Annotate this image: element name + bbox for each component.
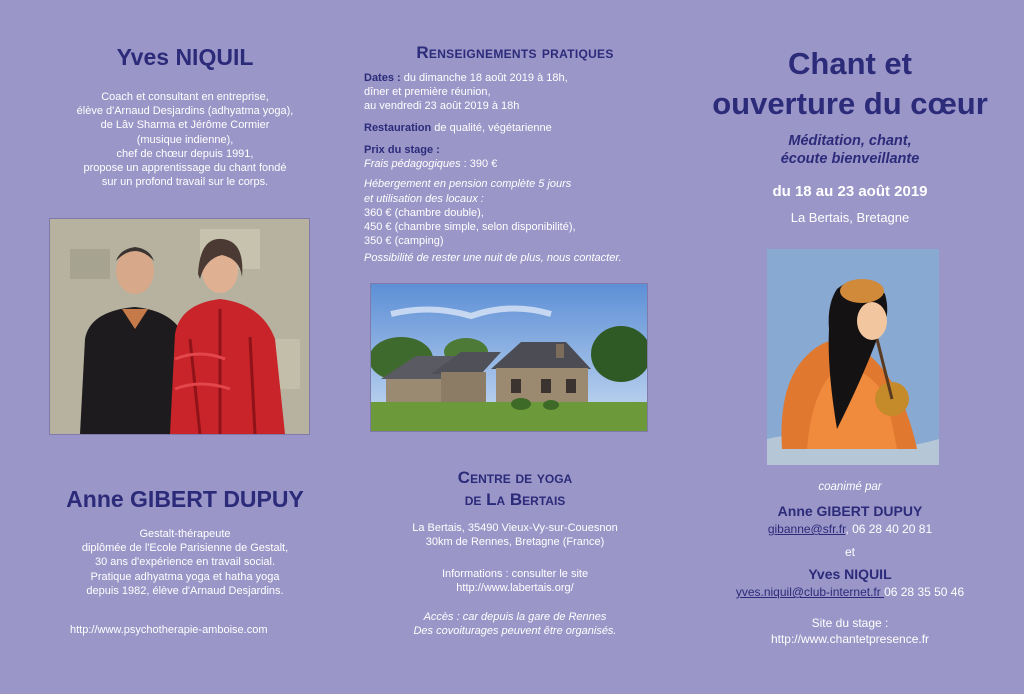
yves-name-heading: Yves NIQUIL <box>116 44 254 70</box>
middle-panel <box>360 0 670 694</box>
stage-title <box>700 44 1000 124</box>
price-label: Prix du stage : <box>364 144 440 156</box>
right-panel <box>700 0 1000 694</box>
anne-contact <box>700 522 1000 536</box>
chantetpresence-website-link[interactable]: http://www.chantetpresence.fr <box>770 632 930 646</box>
anne-phone: , 06 28 40 20 81 <box>845 522 933 536</box>
stage-dates: du 18 au 23 août 2019 <box>772 183 928 200</box>
hebergement-line: et utilisation des locaux : <box>364 192 484 205</box>
yves-phone: 06 28 35 50 46 <box>884 585 965 599</box>
centre-address <box>360 521 670 549</box>
anne-bio-line: 30 ans d'expérience en travail social. <box>94 556 276 569</box>
yves-bio-line: Coach et consultant en entreprise, <box>101 91 269 103</box>
labertais-website-link[interactable]: http://www.labertais.org/ <box>456 582 574 595</box>
anne-name-heading: Anne GIBERT DUPUY <box>66 486 304 512</box>
anne-email-link[interactable]: gibanne@sfr.fr <box>767 522 846 536</box>
tarif-line: 450 € (chambre simple, selon disponibilité), <box>364 221 576 234</box>
subtitle-line: écoute bienveillante <box>780 151 920 167</box>
access-line: Accès : car depuis la gare de Rennes <box>423 611 607 623</box>
yves-bio <box>30 90 340 189</box>
info-text: Informations : consulter le site <box>441 568 589 580</box>
dates-line1: du dimanche 18 août 2019 à 18h, <box>400 72 568 84</box>
yves-contact-name: Yves NIQUIL <box>808 566 892 582</box>
centre-info <box>360 567 670 595</box>
anne-contact-name: Anne GIBERT DUPUY <box>777 503 923 519</box>
anne-bio <box>30 527 340 598</box>
stage-location: La Bertais, Bretagne <box>790 210 910 225</box>
left-panel <box>30 0 340 694</box>
frais-label: Frais pédagogiques <box>364 158 461 171</box>
and-label: et <box>844 545 855 559</box>
hebergement-line: Hébergement en pension complète 5 jours <box>364 178 572 191</box>
site-label: Site du stage : <box>811 616 889 630</box>
anne-bio-line: depuis 1982, élève d'Arnaud Desjardins. <box>86 584 284 597</box>
dates-line2: dîner et première réunion, <box>364 86 491 99</box>
price-info <box>364 143 664 266</box>
stage-site <box>700 615 1000 647</box>
yves-bio-line: chef de chœur depuis 1991, <box>116 147 254 160</box>
dates-info <box>364 71 664 114</box>
address-line: La Bertais, 35490 Vieux-Vy-sur-Couesnon <box>412 522 618 534</box>
centre-title-line: de La Bertais <box>464 490 566 509</box>
anne-bio-line: Gestalt-thérapeute <box>139 528 231 540</box>
stage-title-line: Chant et <box>788 46 912 81</box>
centre-yoga-heading <box>360 467 670 511</box>
tarif-line: 350 € (camping) <box>364 235 444 248</box>
extra-night-note: Possibilité de rester une nuit de plus, nous contacter. <box>364 252 622 265</box>
anne-bio-line: Pratique adhyatma yoga et hatha yoga <box>90 570 280 583</box>
frais-value: : 390 € <box>460 158 498 171</box>
anne-bio-line: diplômée de l'Ecole Parisienne de Gestalt, <box>81 542 289 555</box>
yves-contact <box>700 585 1000 599</box>
stage-subtitle <box>700 132 1000 168</box>
yves-bio-line: de Lâv Sharma et Jérôme Cormier <box>100 119 270 132</box>
address-line: 30km de Rennes, Bretagne (France) <box>425 536 605 549</box>
restauration-text: de qualité, végétarienne <box>431 122 552 134</box>
stage-title-line: ouverture du cœur <box>712 86 988 121</box>
tarif-line: 360 € (chambre double), <box>364 206 484 219</box>
yves-bio-line: élève d'Arnaud Desjardins (adhyatma yoga), <box>76 105 294 118</box>
dates-label: Dates : <box>364 72 401 84</box>
photo-la-bertais-house <box>370 283 648 432</box>
restauration-label: Restauration <box>364 122 432 134</box>
coanime-label: coanimé par <box>818 481 882 493</box>
yves-bio-line: sur un profond travail sur le corps. <box>101 176 269 189</box>
access-line: Des covoiturages peuvent être organisés. <box>413 625 617 638</box>
restauration-info <box>364 122 664 134</box>
centre-title-line: Centre de yoga <box>457 468 573 487</box>
yves-bio-line: (musique indienne), <box>136 133 234 146</box>
access-info <box>360 610 670 638</box>
dates-line3: au vendredi 23 août 2019 à 18h <box>364 100 520 113</box>
psychotherapie-website-link[interactable]: http://www.psychotherapie-amboise.com <box>70 624 268 636</box>
yves-bio-line: propose un apprentissage du chant fondé <box>83 162 287 175</box>
subtitle-line: Méditation, chant, <box>788 133 912 149</box>
yves-email-link[interactable]: yves.niquil@club-internet.fr <box>735 585 885 599</box>
painting-indian-singer <box>767 249 939 465</box>
photo-yves-and-anne <box>49 218 310 435</box>
practical-info-heading: Renseignements pratiques <box>416 43 614 62</box>
